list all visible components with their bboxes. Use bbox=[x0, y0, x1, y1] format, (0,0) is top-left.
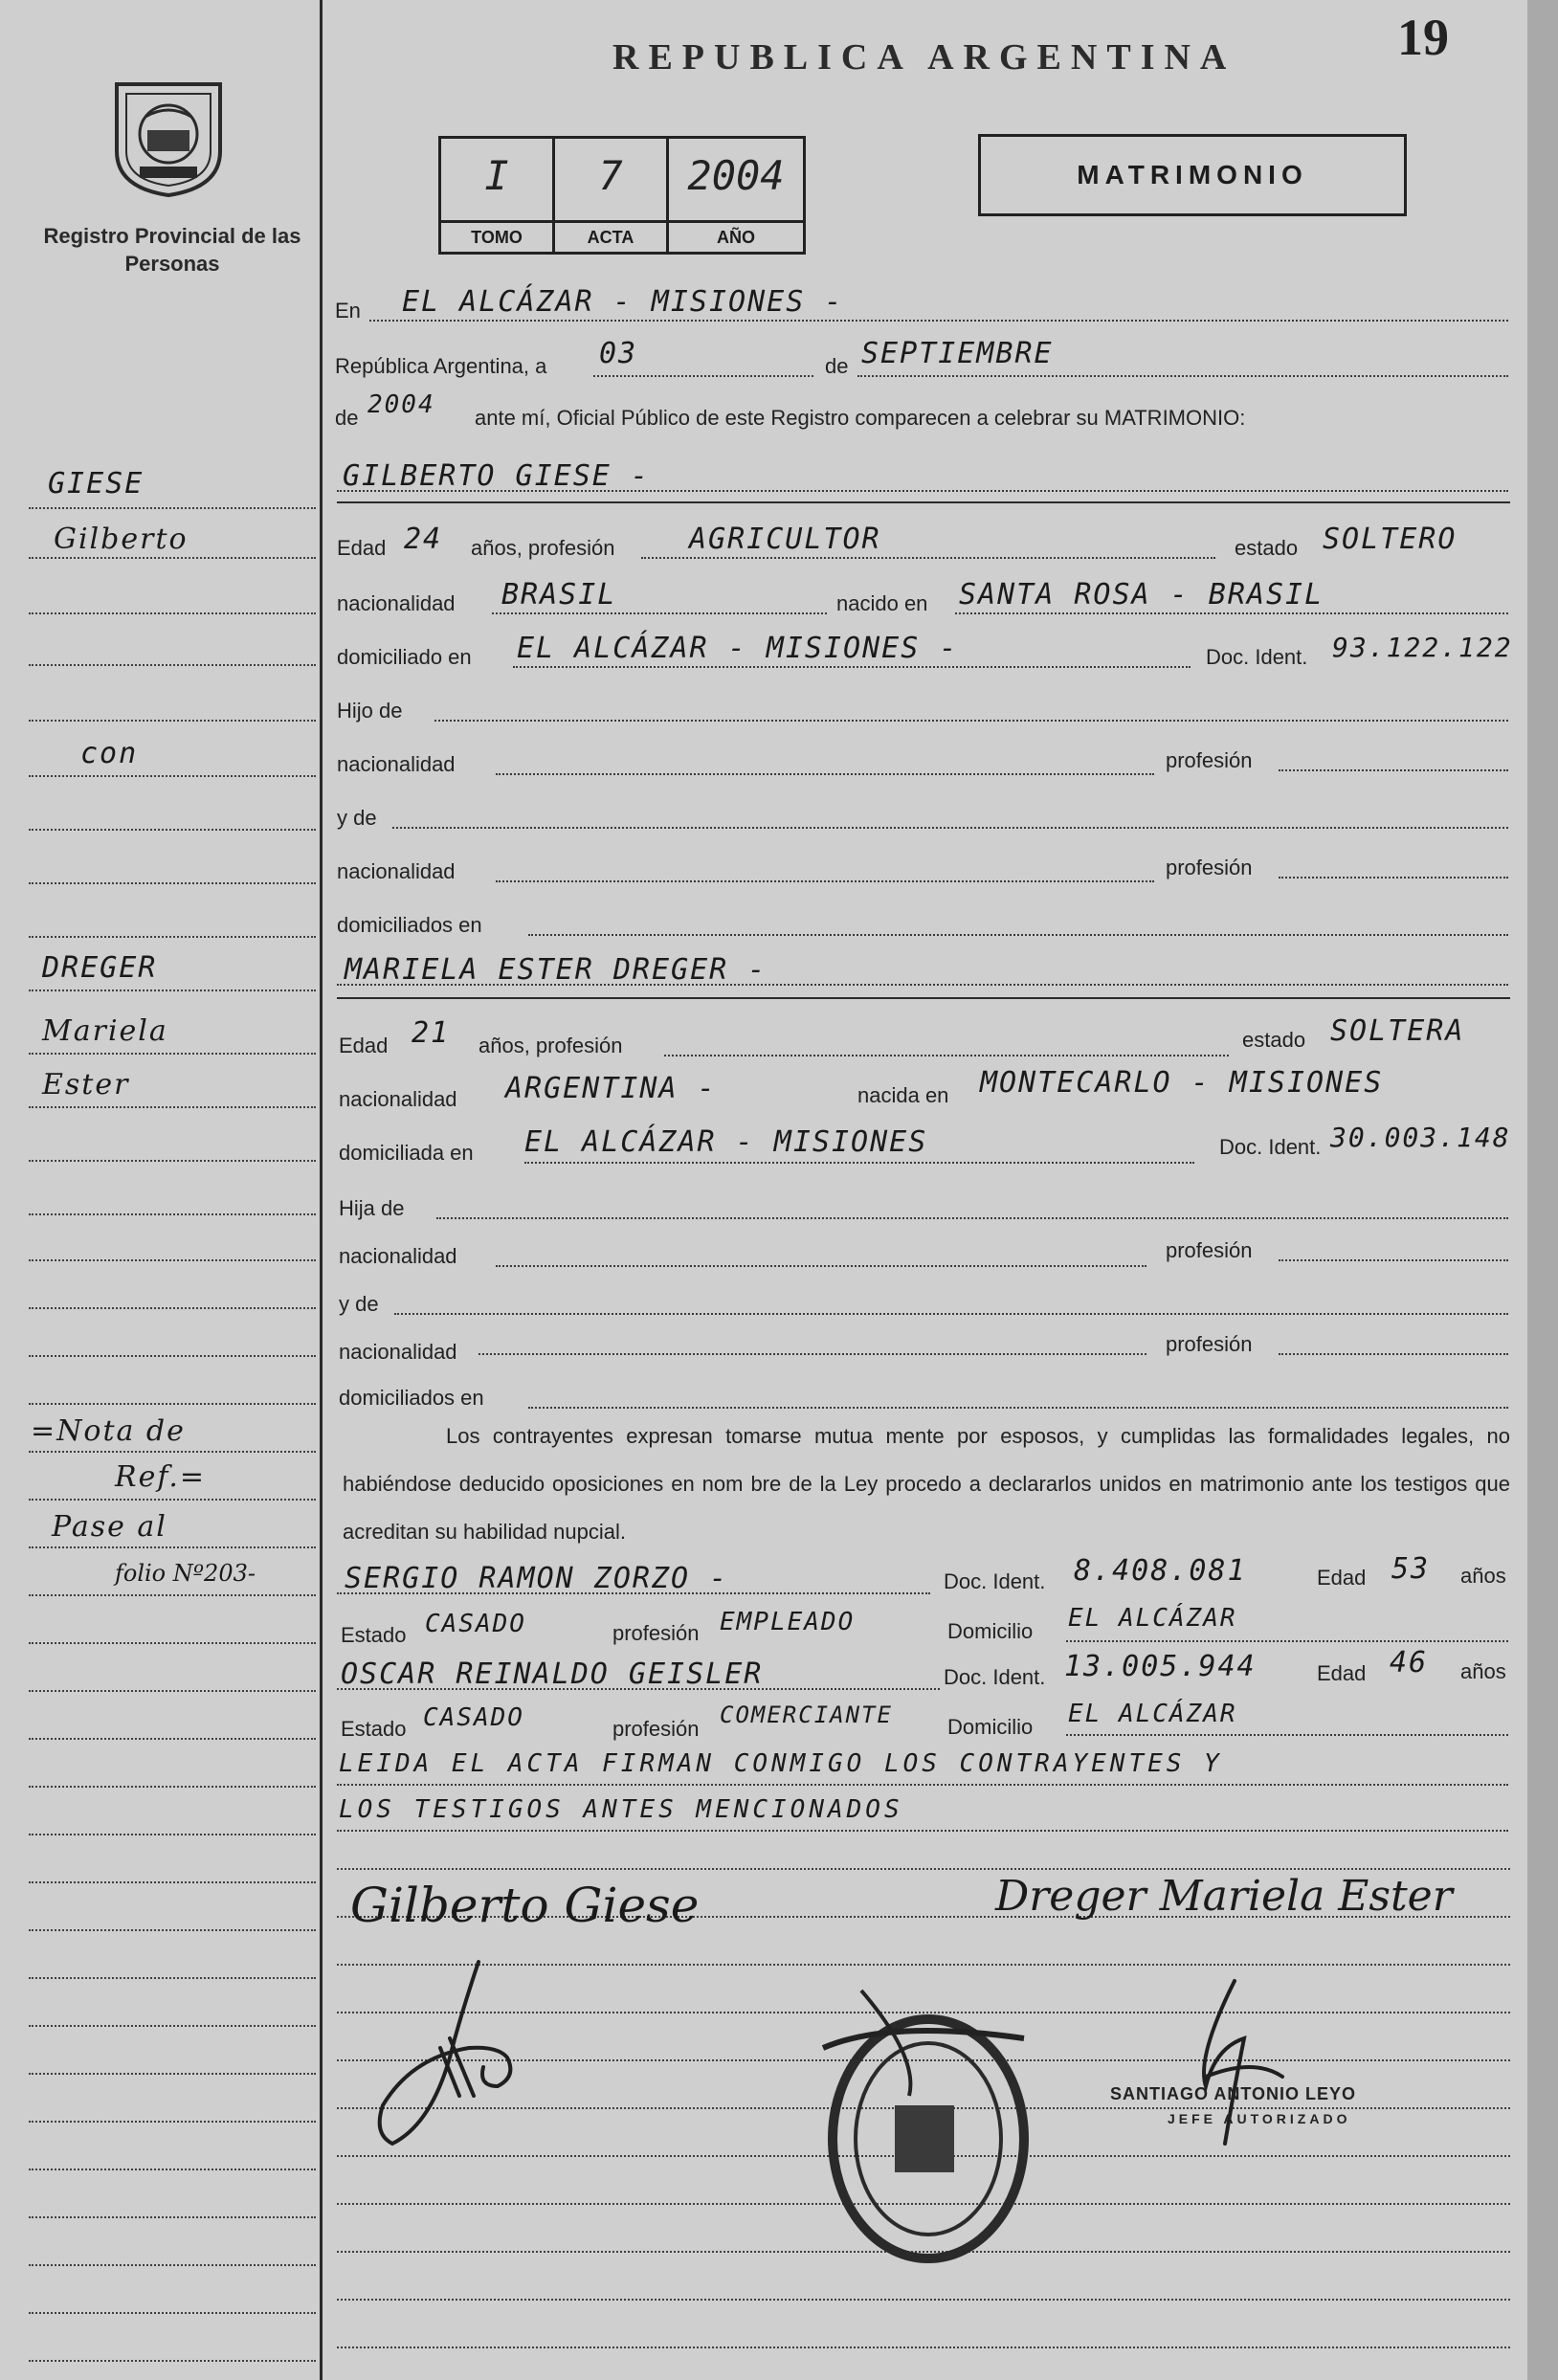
margin-line bbox=[29, 882, 316, 884]
label-father-profesion: profesión bbox=[1166, 748, 1253, 772]
bride-birthplace: MONTECARLO - MISIONES bbox=[980, 1066, 1384, 1100]
label-groom-nacionalidad: nacionalidad bbox=[337, 591, 456, 615]
country-title: REPUBLICA ARGENTINA bbox=[612, 37, 1236, 78]
margin-line bbox=[29, 2216, 316, 2218]
margin-bride-surname: DREGER bbox=[42, 951, 158, 985]
record-type: MATRIMONIO bbox=[1077, 160, 1308, 189]
label-ante: ante mí, Oficial Público de este Registro comparecen a celebrar su MATRIMONIO: bbox=[475, 406, 1246, 430]
line-groom-parents-domicile bbox=[528, 934, 1508, 936]
margin-line bbox=[29, 1499, 316, 1501]
day-value: 03 bbox=[599, 337, 638, 370]
acta-cell bbox=[555, 139, 669, 252]
label-bride-father-profesion: profesión bbox=[1166, 1238, 1253, 1262]
line-month bbox=[857, 375, 1508, 377]
line-groom-name bbox=[337, 490, 1508, 492]
label-witness2-doc: Doc. Ident. bbox=[944, 1665, 1046, 1689]
page-edge bbox=[1527, 0, 1558, 2380]
anio-cell bbox=[669, 139, 803, 252]
label-witness2-domicilio: Domicilio bbox=[947, 1715, 1034, 1739]
rule-line bbox=[337, 2347, 1510, 2348]
margin-line bbox=[29, 1160, 316, 1162]
line-bride-parents-domicile bbox=[528, 1407, 1508, 1409]
label-bride-y-de: y de bbox=[339, 1292, 379, 1316]
label-groom-estado: estado bbox=[1235, 536, 1299, 560]
label-domiciliada-en: domiciliada en bbox=[339, 1141, 474, 1165]
label-republica: República Argentina, a bbox=[335, 354, 547, 378]
margin-line bbox=[29, 1977, 316, 1979]
label-witness1-doc: Doc. Ident. bbox=[944, 1569, 1046, 1593]
line-bride-domicile bbox=[524, 1162, 1194, 1164]
margin-line bbox=[29, 1307, 316, 1309]
line-witness2-domicile bbox=[1066, 1734, 1508, 1736]
witness2-profession: COMERCIANTE bbox=[720, 1702, 893, 1728]
label-hijo-de: Hijo de bbox=[337, 699, 403, 723]
margin-line bbox=[29, 1881, 316, 1883]
line-witness2-name bbox=[337, 1688, 940, 1690]
line-groom-birthplace bbox=[955, 612, 1508, 614]
margin-line bbox=[29, 1355, 316, 1357]
officer-title: JEFE AUTORIZADO bbox=[1168, 2111, 1351, 2126]
margin-line bbox=[29, 775, 316, 777]
witness2-domicile: EL ALCÁZAR bbox=[1068, 1700, 1237, 1728]
label-nacido-en: nacido en bbox=[836, 591, 928, 615]
line-bride-father-nationality bbox=[496, 1265, 1146, 1267]
margin-line bbox=[29, 1546, 316, 1548]
margin-line bbox=[29, 2169, 316, 2170]
groom-doc: 93.122.122 bbox=[1332, 632, 1513, 663]
groom-profession: AGRICULTOR bbox=[689, 523, 881, 556]
margin-line bbox=[29, 1834, 316, 1835]
label-nacida-en: nacida en bbox=[857, 1083, 949, 1107]
provincial-seal-icon bbox=[107, 75, 230, 199]
margin-note-4: folio Nº203- bbox=[115, 1560, 256, 1587]
label-groom-edad: Edad bbox=[337, 536, 387, 560]
line-closing-1 bbox=[337, 1784, 1508, 1786]
line-father-nationality bbox=[496, 773, 1154, 775]
anio-label: AÑO bbox=[669, 220, 803, 252]
margin-line bbox=[29, 1451, 316, 1453]
line-witness1-name bbox=[337, 1592, 930, 1594]
label-mother-nacionalidad: nacionalidad bbox=[337, 859, 456, 883]
label-de-month: de bbox=[825, 354, 849, 378]
line-bride-mother bbox=[394, 1313, 1508, 1315]
margin-line bbox=[29, 664, 316, 666]
witness1-profession: EMPLEADO bbox=[720, 1608, 856, 1636]
line-mother-profession bbox=[1279, 877, 1508, 879]
bride-domicile: EL ALCÁZAR - MISIONES bbox=[524, 1125, 928, 1159]
margin-line bbox=[29, 1929, 316, 1931]
bride-age: 21 bbox=[412, 1016, 451, 1050]
tomo-cell bbox=[441, 139, 555, 252]
officer-signature-scribble bbox=[1081, 1971, 1321, 2163]
margin-line bbox=[29, 1786, 316, 1788]
margin-note-1: =Nota de bbox=[31, 1414, 186, 1448]
month-value: SEPTIEMBRE bbox=[861, 337, 1054, 370]
witness2-age: 46 bbox=[1390, 1646, 1429, 1679]
label-bride-mother-profesion: profesión bbox=[1166, 1332, 1253, 1356]
margin-line bbox=[29, 1690, 316, 1692]
label-witness2-anios: años bbox=[1460, 1659, 1506, 1683]
line-day bbox=[593, 375, 813, 377]
label-witness2-estado: Estado bbox=[341, 1717, 407, 1741]
margin-line bbox=[29, 1738, 316, 1740]
bride-nationality: ARGENTINA - bbox=[505, 1072, 717, 1105]
closing-line-2: LOS TESTIGOS ANTES MENCIONADOS bbox=[339, 1795, 903, 1824]
margin-line bbox=[29, 1053, 316, 1055]
declaration-text: Los contrayentes expresan tomarse mutua mente por esposos, y cumplidas las formalidades legales, no habiéndose deducido oposiciones en nom bre de la Ley procedo a declararlos unidos en matrimonio ante los testigos que acreditan su habilidad nupcial. bbox=[343, 1424, 1510, 1544]
label-witness1-domicilio: Domicilio bbox=[947, 1619, 1034, 1643]
witness-signature-scribble bbox=[354, 1943, 574, 2163]
anio-value: 2004 bbox=[687, 152, 785, 199]
label-en: En bbox=[335, 299, 361, 323]
label-bride-doc: Doc. Ident. bbox=[1219, 1135, 1322, 1159]
registry-name: Registro Provincial de las Personas bbox=[43, 224, 301, 276]
line-mother-nationality bbox=[496, 880, 1154, 882]
margin-line bbox=[29, 1594, 316, 1596]
witness1-name: SERGIO RAMON ZORZO - bbox=[345, 1562, 729, 1595]
line-bride-name bbox=[337, 984, 1508, 986]
label-groom-y-de: y de bbox=[337, 806, 377, 830]
witness2-status: CASADO bbox=[423, 1703, 524, 1732]
label-de-year: de bbox=[335, 406, 359, 430]
place-value: EL ALCÁZAR - MISIONES - bbox=[402, 285, 844, 319]
officer-name: SANTIAGO ANTONIO LEYO bbox=[1110, 2084, 1357, 2103]
margin-line bbox=[29, 612, 316, 614]
margin-line bbox=[29, 2121, 316, 2123]
line-witness1-domicile bbox=[1066, 1640, 1508, 1642]
witness2-name: OSCAR REINALDO GEISLER bbox=[341, 1657, 764, 1691]
label-groom-profesion: años, profesión bbox=[471, 536, 615, 560]
margin-line bbox=[29, 2073, 316, 2075]
label-witness1-edad: Edad bbox=[1317, 1566, 1367, 1590]
groom-signature: Gilberto Giese bbox=[350, 1878, 700, 1933]
margin-line bbox=[29, 2360, 316, 2362]
label-witness1-profesion: profesión bbox=[612, 1621, 700, 1645]
line-bride-mother-profession bbox=[1279, 1353, 1508, 1355]
witness1-doc: 8.408.081 bbox=[1074, 1554, 1247, 1588]
label-hija-de: Hija de bbox=[339, 1196, 405, 1220]
bride-signature: Dreger Mariela Ester bbox=[995, 1872, 1453, 1921]
margin-line bbox=[29, 557, 316, 559]
groom-domicile: EL ALCÁZAR - MISIONES - bbox=[517, 632, 959, 665]
margin-line bbox=[29, 2312, 316, 2314]
margin-divider bbox=[320, 0, 323, 2380]
witness1-domicile: EL ALCÁZAR bbox=[1068, 1604, 1237, 1633]
margin-bride-name2: Ester bbox=[42, 1068, 130, 1101]
acta-value: 7 bbox=[598, 152, 623, 199]
margin-con: con bbox=[80, 737, 139, 770]
line-hijo-de bbox=[434, 720, 1508, 722]
bride-full-name: MARIELA ESTER DREGER - bbox=[345, 953, 768, 987]
margin-line bbox=[29, 1642, 316, 1644]
label-groom-parents-domicile: domiciliados en bbox=[337, 913, 482, 937]
label-bride-father-nacionalidad: nacionalidad bbox=[339, 1244, 457, 1268]
margin-line bbox=[29, 720, 316, 722]
groom-birthplace: SANTA ROSA - BRASIL bbox=[959, 578, 1324, 612]
line-bride-father-profession bbox=[1279, 1259, 1508, 1261]
witness2-doc: 13.005.944 bbox=[1064, 1650, 1257, 1683]
label-father-nacionalidad: nacionalidad bbox=[337, 752, 456, 776]
bride-separator bbox=[337, 997, 1510, 999]
margin-line bbox=[29, 507, 316, 509]
label-witness1-estado: Estado bbox=[341, 1623, 407, 1647]
margin-line bbox=[29, 2264, 316, 2266]
official-stamp-icon bbox=[804, 1962, 1043, 2268]
margin-line bbox=[29, 1213, 316, 1215]
tomo-label: TOMO bbox=[441, 220, 552, 252]
line-place bbox=[369, 320, 1508, 322]
line-closing-2 bbox=[337, 1830, 1508, 1832]
label-bride-parents-domicile: domiciliados en bbox=[339, 1386, 484, 1410]
line-groom-mother bbox=[392, 827, 1508, 829]
label-bride-mother-nacionalidad: nacionalidad bbox=[339, 1340, 457, 1364]
rule-line bbox=[337, 1868, 1510, 1870]
margin-note-2: Ref.= bbox=[115, 1460, 207, 1494]
groom-separator bbox=[337, 501, 1510, 503]
label-bride-edad: Edad bbox=[339, 1034, 389, 1057]
label-mother-profesion: profesión bbox=[1166, 856, 1253, 879]
margin-line bbox=[29, 1403, 316, 1405]
groom-full-name: GILBERTO GIESE - bbox=[343, 459, 650, 493]
bride-status: SOLTERA bbox=[1330, 1014, 1465, 1048]
groom-age: 24 bbox=[404, 523, 443, 556]
label-groom-doc: Doc. Ident. bbox=[1206, 645, 1308, 669]
margin-groom-name: Gilberto bbox=[54, 523, 189, 556]
closing-line-1: LEIDA EL ACTA FIRMAN CONMIGO LOS CONTRAYENTES Y bbox=[339, 1749, 1223, 1778]
margin-line bbox=[29, 2025, 316, 2027]
bride-doc: 30.003.148 bbox=[1330, 1122, 1511, 1153]
label-bride-estado: estado bbox=[1242, 1028, 1306, 1052]
groom-status: SOLTERO bbox=[1323, 523, 1458, 556]
margin-line bbox=[29, 990, 316, 991]
record-id-box bbox=[438, 136, 806, 255]
line-groom-profession bbox=[641, 557, 1215, 559]
rule-line bbox=[337, 2299, 1510, 2301]
label-witness2-profesion: profesión bbox=[612, 1717, 700, 1741]
margin-bride-name1: Mariela bbox=[42, 1014, 168, 1048]
margin-groom-surname: GIESE bbox=[48, 467, 145, 500]
margin-line bbox=[29, 936, 316, 938]
line-bride-profession bbox=[664, 1055, 1229, 1057]
groom-nationality: BRASIL bbox=[501, 578, 617, 612]
line-groom-domicile bbox=[513, 666, 1191, 668]
line-bride-mother-nationality bbox=[479, 1353, 1146, 1355]
line-hija-de bbox=[436, 1217, 1508, 1219]
record-type-box bbox=[978, 134, 1407, 216]
folio-number: 19 bbox=[1397, 9, 1449, 66]
tomo-value: I bbox=[484, 152, 509, 199]
label-bride-profesion: años, profesión bbox=[479, 1034, 623, 1057]
line-groom-nationality bbox=[492, 612, 827, 614]
acta-label: ACTA bbox=[555, 220, 666, 252]
margin-note-3: Pase al bbox=[52, 1510, 167, 1544]
label-domiciliado-en: domiciliado en bbox=[337, 645, 472, 669]
margin-line bbox=[29, 829, 316, 831]
witness1-status: CASADO bbox=[425, 1610, 526, 1638]
label-witness1-anios: años bbox=[1460, 1564, 1506, 1588]
margin-line bbox=[29, 1106, 316, 1108]
witness1-age: 53 bbox=[1391, 1552, 1431, 1586]
line-father-profession bbox=[1279, 769, 1508, 771]
margin-line bbox=[29, 1259, 316, 1261]
label-witness2-edad: Edad bbox=[1317, 1661, 1367, 1685]
label-bride-nacionalidad: nacionalidad bbox=[339, 1087, 457, 1111]
year-value: 2004 bbox=[367, 390, 435, 419]
